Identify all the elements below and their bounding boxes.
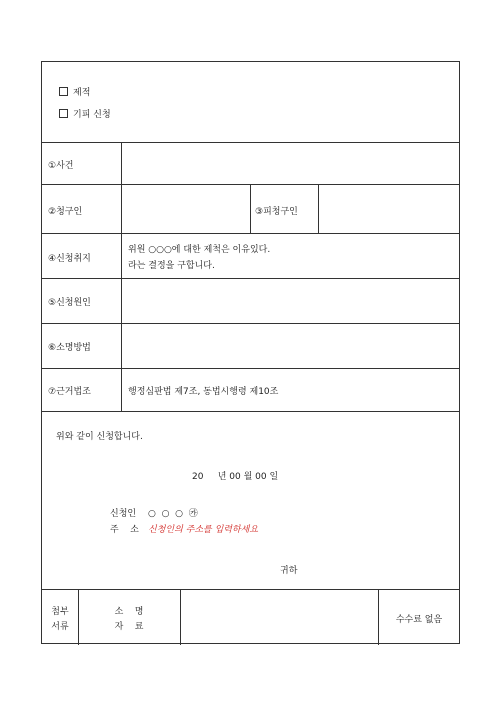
exclusion-label: 제적 xyxy=(73,88,91,98)
application-date[interactable]: 20 년 00 월 00 일 xyxy=(192,472,279,482)
recipient-suffix: 귀하 xyxy=(280,566,298,576)
evidence-label: ⑥소명방법 xyxy=(48,343,91,353)
fee-label: 수수료 없음 xyxy=(395,615,443,625)
application-form xyxy=(41,61,460,644)
divider xyxy=(42,323,459,324)
row-divider xyxy=(318,184,319,233)
applicant-name[interactable]: ○ ○ ○ ㉮ xyxy=(148,509,198,519)
legal-basis-value: 행정심판법 제7조, 동법시행령 제10조 xyxy=(128,387,279,397)
statement-intro: 위와 같이 신청합니다. xyxy=(56,432,143,442)
purpose-line-1: 위원 ○○○에 대한 제척은 이유있다. xyxy=(128,245,271,255)
recusal-label: 기피 신청 xyxy=(73,110,111,120)
respondent-label: ③피청구인 xyxy=(255,207,298,217)
purpose-line-2: 라는 결정을 구합니다. xyxy=(128,261,215,271)
reason-label: ⑤신청원인 xyxy=(48,298,91,308)
divider xyxy=(42,233,459,234)
evidence-docs-label-top: 소 명 xyxy=(114,607,144,617)
divider xyxy=(42,142,459,143)
recusal-option[interactable] xyxy=(59,107,111,120)
attachment-field[interactable] xyxy=(181,590,377,644)
case-label: ①사건 xyxy=(48,161,74,171)
purpose-label: ④신청취지 xyxy=(48,254,91,264)
claimant-label: ②청구인 xyxy=(48,207,83,217)
divider xyxy=(42,411,459,412)
attachment-label-bottom: 서류 xyxy=(51,622,69,632)
exclusion-option[interactable] xyxy=(59,85,90,98)
attachment-label-top: 첨부 xyxy=(51,607,69,617)
address-label: 주 소 xyxy=(110,525,139,535)
evidence-docs-label-bottom: 자 료 xyxy=(114,622,144,632)
legal-basis-label: ⑦근거법조 xyxy=(48,387,91,397)
exclusion-checkbox[interactable] xyxy=(59,87,68,96)
divider xyxy=(42,368,459,369)
divider xyxy=(42,278,459,279)
footer-divider xyxy=(78,589,79,645)
label-column-divider xyxy=(121,142,122,411)
address-field[interactable]: 신청인의 주소를 입력하세요 xyxy=(148,525,259,535)
row-divider xyxy=(250,184,251,233)
recusal-checkbox[interactable] xyxy=(59,109,68,118)
applicant-label: 신청인 xyxy=(110,509,137,519)
